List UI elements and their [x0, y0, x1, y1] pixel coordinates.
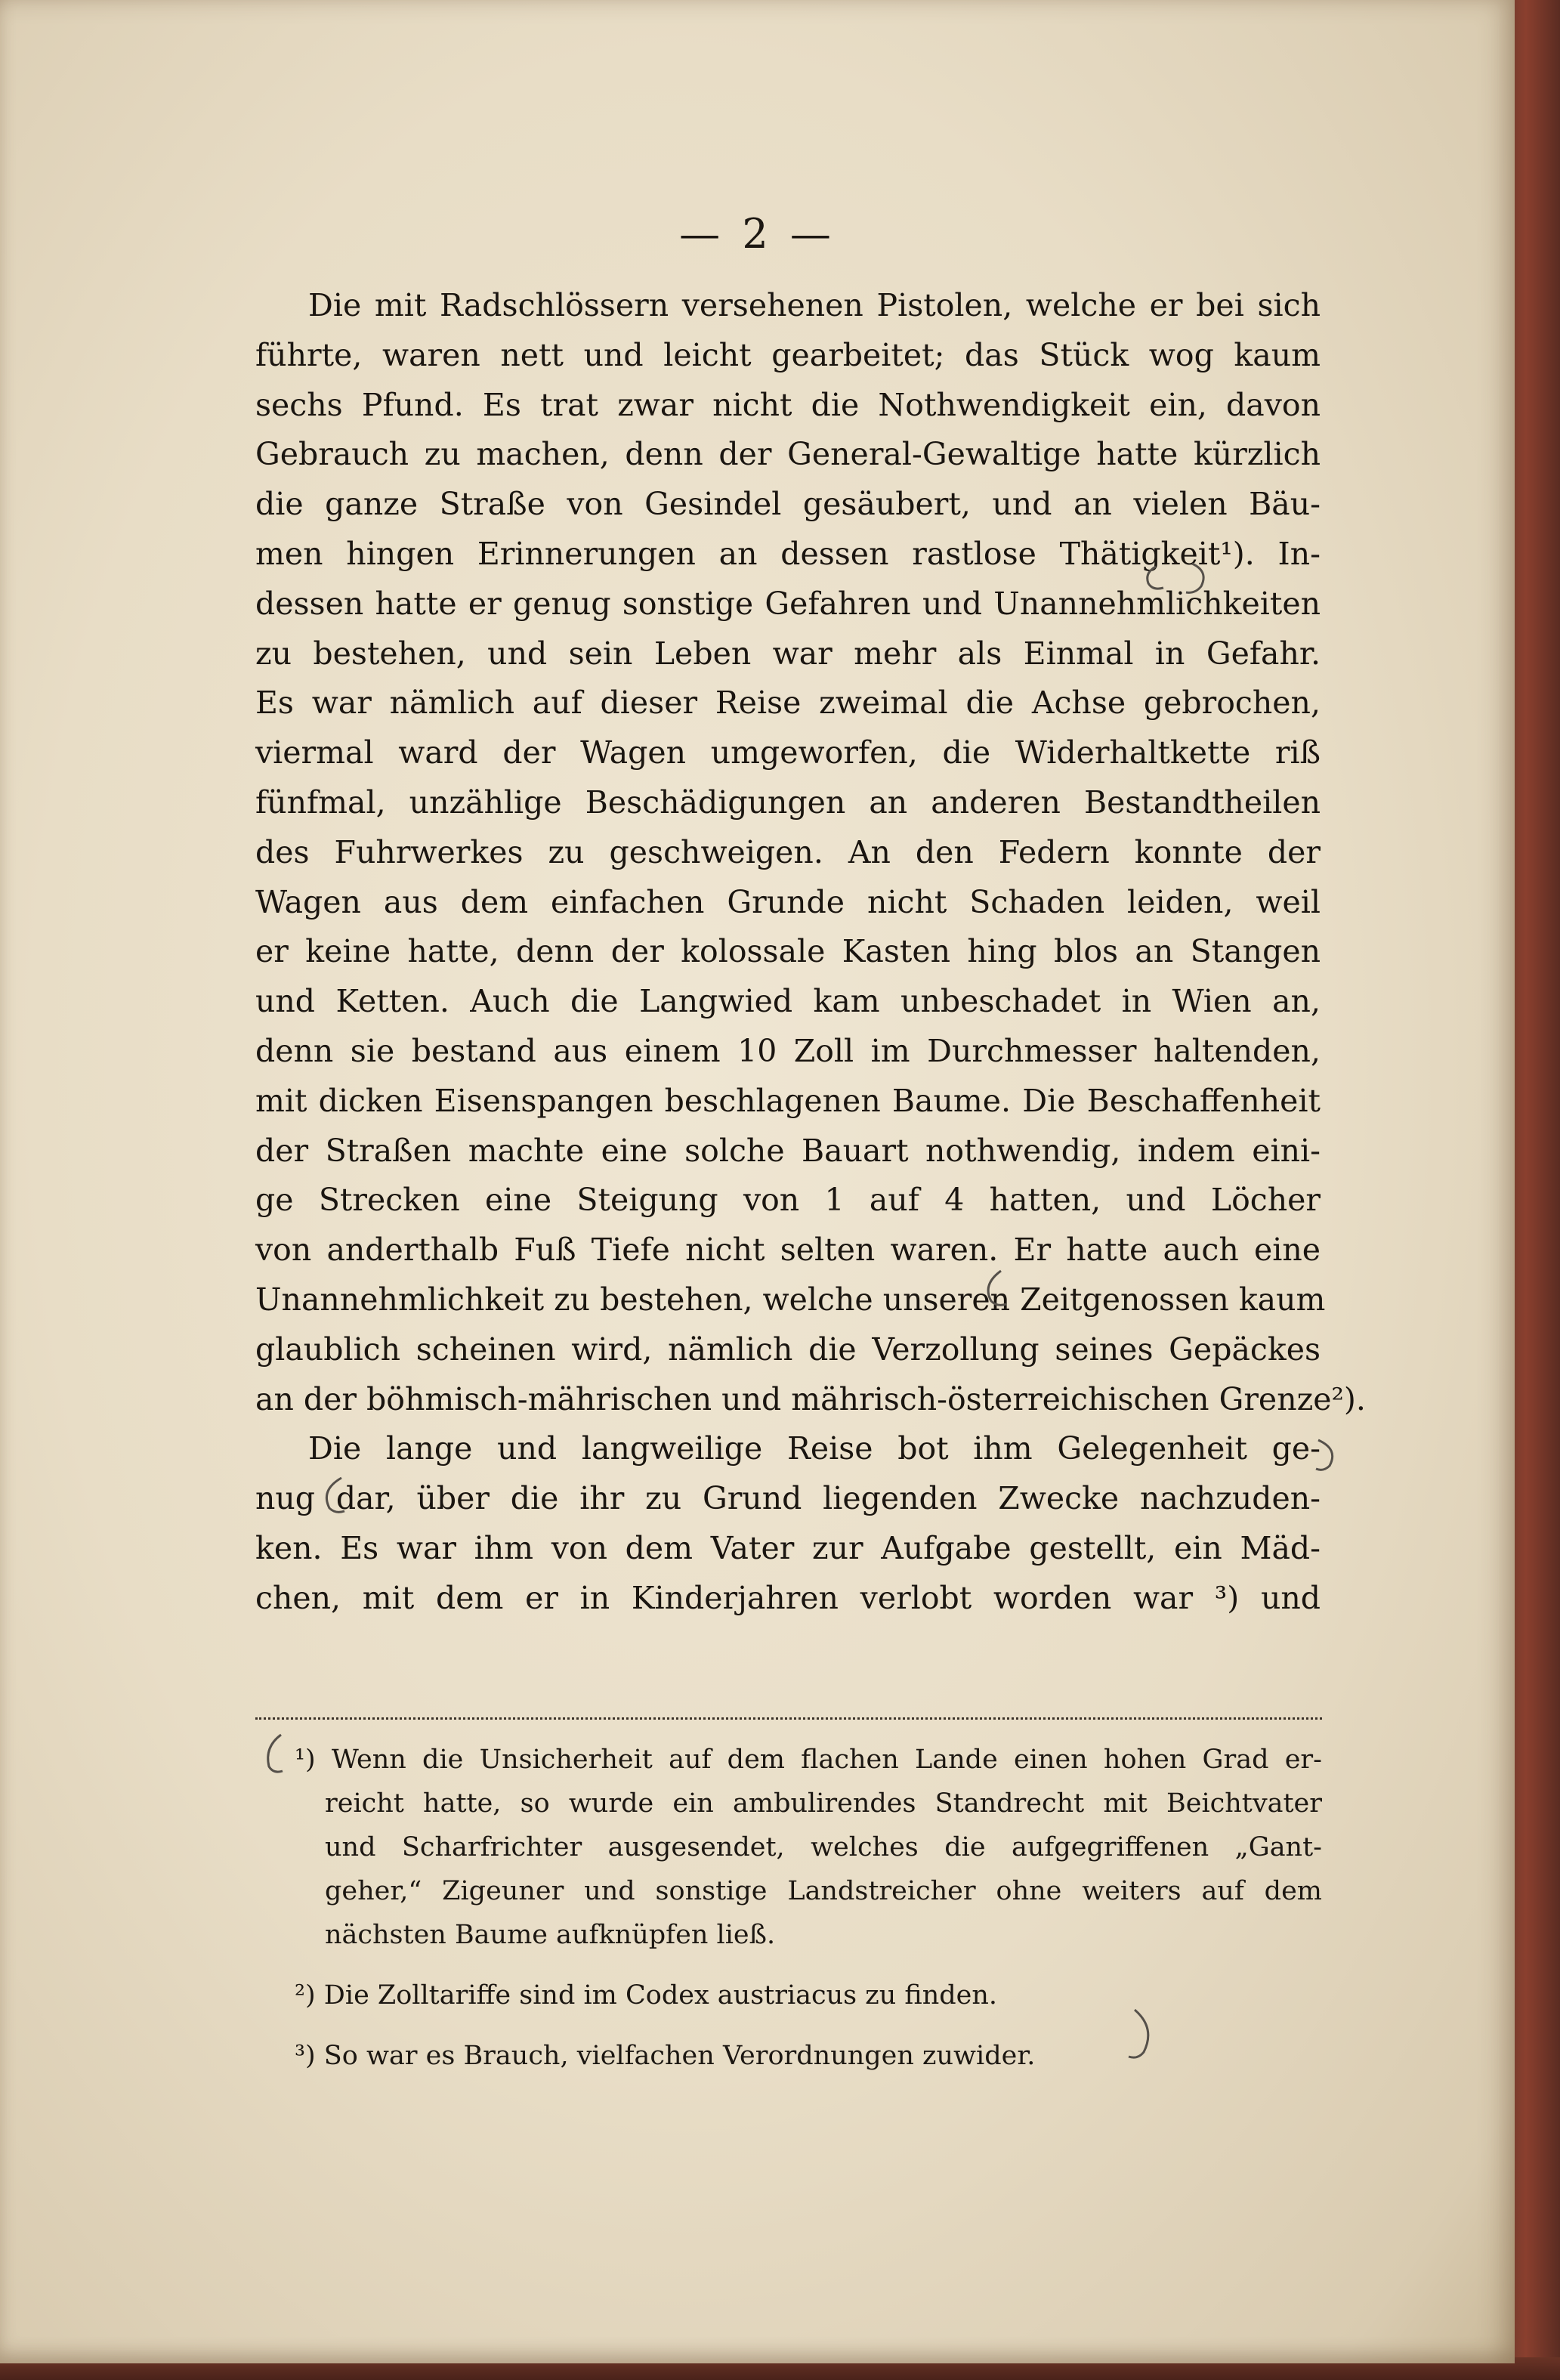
body-line: glaublich scheinen wird, nämlich die Verzollung seines Gepäckes	[255, 1331, 1321, 1368]
body-line: mit dicken Eisenspangen beschlagenen Baume. Die Beschaffenheit	[255, 1082, 1321, 1119]
footnote-1-line: ¹) Wenn die Unsicherheit auf dem flachen Lande einen hohen Grad er-	[295, 1745, 1322, 1775]
body-line: von anderthalb Fuß Tiefe nicht selten waren. Er hatte auch eine	[255, 1232, 1321, 1269]
body-line: dessen hatte er genug sonstige Gefahren und Unannehmlichkeiten	[255, 585, 1321, 622]
body-line: fünfmal, unzählige Beschädigungen an anderen Bestandtheilen	[255, 784, 1321, 821]
body-line: an der böhmisch-mährischen und mährisch-österreichischen Grenze²).	[255, 1380, 1366, 1417]
body-line: ge Strecken eine Steigung von 1 auf 4 hatten, und Löcher	[255, 1182, 1321, 1219]
body-line: Gebrauch zu machen, denn der General-Gewaltige hatte kürzlich	[255, 436, 1321, 473]
body-line: Es war nämlich auf dieser Reise zweimal die Achse gebrochen,	[255, 685, 1321, 722]
body-line: men hingen Erinnerungen an dessen rastlose Thätigkeit¹). In-	[255, 535, 1321, 572]
footnote-3: ³) So war es Brauch, vielfachen Verordnungen zuwider.	[295, 2041, 1036, 2071]
footnote-2: ²) Die Zolltariffe sind im Codex austriacus zu finden.	[295, 1980, 998, 2011]
body-line: nug dar, über die ihr zu Grund liegenden Zwecke nachzuden-	[255, 1480, 1321, 1517]
footnote-1-line: geher,“ Zigeuner und sonstige Landstreicher ohne weiters auf dem	[325, 1876, 1322, 1906]
body-line: chen, mit dem er in Kinderjahren verlobt worden war ³) und	[255, 1579, 1321, 1616]
body-line: ken. Es war ihm von dem Vater zur Aufgabe gestellt, ein Mäd-	[255, 1529, 1321, 1566]
body-line: Wagen aus dem einfachen Grunde nicht Schaden leiden, weil	[255, 883, 1321, 920]
page-number: — 2 —	[679, 210, 836, 258]
footnote-1-line: reicht hatte, so wurde ein ambulirendes Standrecht mit Beichtvater	[325, 1788, 1322, 1819]
footnotes	[295, 1738, 1322, 2078]
body-text	[255, 281, 1366, 1624]
body-line: führte, waren nett und leicht gearbeitet; das Stück wog kaum	[255, 336, 1321, 373]
body-line: der Straßen machte eine solche Bauart nothwendig, indem eini-	[255, 1132, 1321, 1169]
body-line: Unannehmlichkeit zu bestehen, welche unseren Zeitgenossen kaum	[255, 1281, 1326, 1318]
body-line: sechs Pfund. Es trat zwar nicht die Nothwendigkeit ein, davon	[255, 386, 1321, 423]
body-line: er keine hatte, denn der kolossale Kasten hing blos an Stangen	[255, 933, 1321, 970]
body-line: viermal ward der Wagen umgeworfen, die Widerhaltkette riß	[255, 734, 1321, 771]
body-line: denn sie bestand aus einem 10 Zoll im Durchmesser haltenden,	[255, 1032, 1321, 1069]
footnote-separator	[255, 1717, 1322, 1720]
footnote-1-line: nächsten Baume aufknüpfen ließ.	[325, 1920, 776, 1950]
pencil-bracket-open-footnote	[268, 1735, 283, 1772]
footnote-1-line: und Scharfrichter ausgesendet, welches die aufgegriffenen „Gant-	[325, 1832, 1322, 1862]
body-line: zu bestehen, und sein Leben war mehr als Einmal in Gefahr.	[255, 635, 1321, 672]
body-line: Die lange und langweilige Reise bot ihm Gelegenheit ge-	[308, 1430, 1321, 1467]
body-line: des Fuhrwerkes zu geschweigen. An den Federn konnte der	[255, 833, 1321, 870]
body-line: und Ketten. Auch die Langwied kam unbeschadet in Wien an,	[255, 983, 1321, 1020]
body-line: Die mit Radschlössern versehenen Pistolen, welche er bei sich	[308, 287, 1321, 323]
body-line: die ganze Straße von Gesindel gesäubert, und an vielen Bäu-	[255, 486, 1321, 523]
